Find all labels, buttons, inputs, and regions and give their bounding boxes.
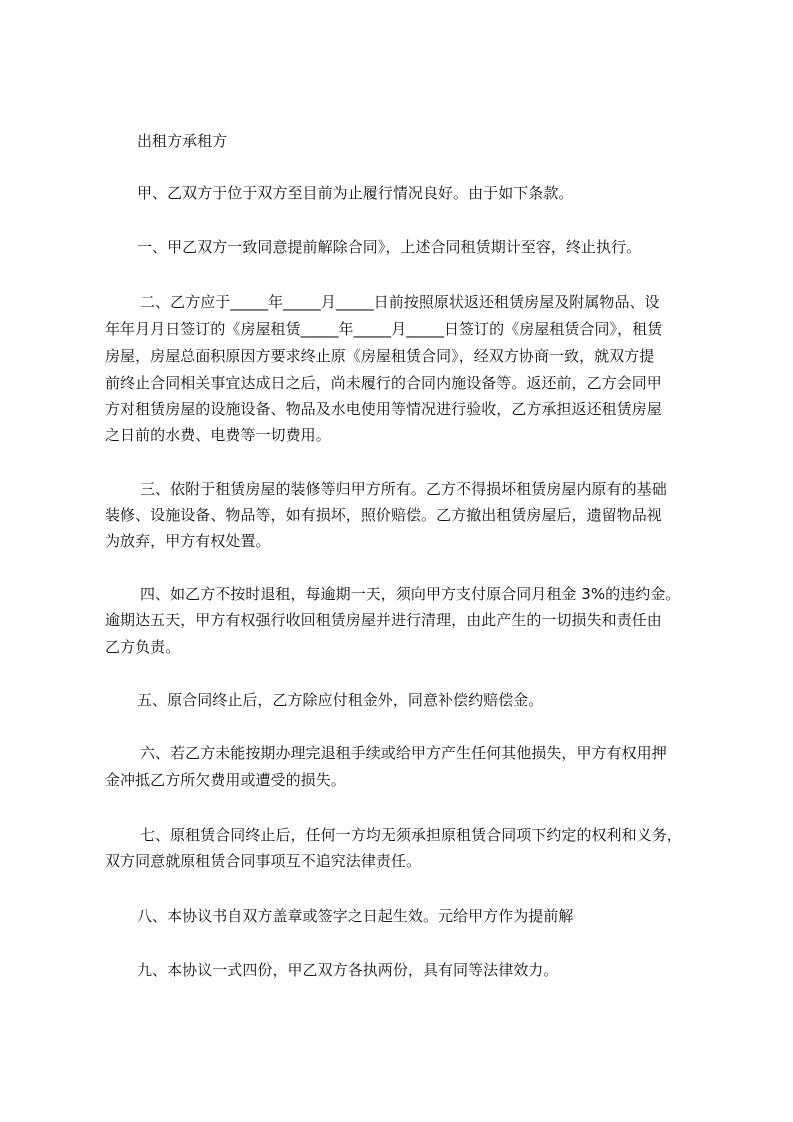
article-3-line-1: 三、依附于租赁房屋的装修等归甲方所有。乙方不得损坏租赁房屋内原有的基础 (140, 480, 667, 498)
article-2-line-3: 房屋，房屋总面积原因方要求终止原《房屋租赁合同》，经双方协商一致，就双方提 (105, 347, 655, 365)
header-line: 出租方承租方 (137, 132, 228, 150)
paragraph-intro-line-1: 甲、乙双方于位于双方至目前为止履行情况良好。由于如下条款。 (137, 184, 574, 202)
article-2-line-4: 前终止合同相关事宜达成日之后，尚未履行的合同内施设备等。返还前，乙方会同甲 (105, 374, 662, 392)
article-7-line-2: 双方同意就原租赁合同事项互不追究法律责任。 (105, 852, 422, 870)
article-1-line-1: 一、甲乙双方一致同意提前解除合同》，上述合同租赁期计至容，终止执行。 (137, 238, 642, 256)
article-2-line-1: 二、乙方应于_____年_____月_____日前按照原状返还租赁房屋及附属物品、设 (140, 293, 660, 311)
article-4-line-1: 四、如乙方不按时退租，每逾期一天，须向甲方支付原合同月租金 3%的违约金。 (140, 585, 681, 603)
article-2-line-6: 之日前的水费、电费等一切费用。 (105, 426, 331, 444)
article-5-line-1: 五、原合同终止后，乙方除应付租金外，同意补偿约赔偿金。 (137, 691, 544, 709)
article-7-line-1: 七、原租赁合同终止后，任何一方均无须承担原租赁合同项下约定的权利和义务， (140, 826, 682, 844)
article-4-line-3: 乙方负责。 (105, 638, 181, 656)
article-3-line-2: 装修、设施设备、物品等，如有损坏，照价赔偿。乙方撤出租赁房屋后，遗留物品视 (105, 506, 662, 524)
article-3-line-3: 为放弃，甲方有权处置。 (105, 532, 271, 550)
article-9-line-1: 九、本协议一式四份，甲乙双方各执两份，具有同等法律效力。 (137, 961, 559, 979)
article-6-line-2: 金冲抵乙方所欠费用或遭受的损失。 (105, 771, 346, 789)
article-2-line-2: 年年月月日签订的《房屋租赁_____年_____月_____日签订的《房屋租赁合同》，租赁 (105, 320, 663, 338)
article-8-line-1: 八、本协议书自双方盖章或签字之日起生效。元给甲方作为提前解 (137, 907, 574, 925)
article-2-line-5: 方对租赁房屋的设施设备、物品及水电使用等情况进行验收，乙方承担返还租赁房屋 (105, 400, 662, 418)
article-4-line-2: 逾期达五天，甲方有权强行收回租赁房屋并进行清理，由此产生的一切损失和责任由 (105, 611, 662, 629)
article-6-line-1: 六、若乙方未能按期办理完退租手续或给甲方产生任何其他损失，甲方有权用押 (140, 744, 667, 762)
